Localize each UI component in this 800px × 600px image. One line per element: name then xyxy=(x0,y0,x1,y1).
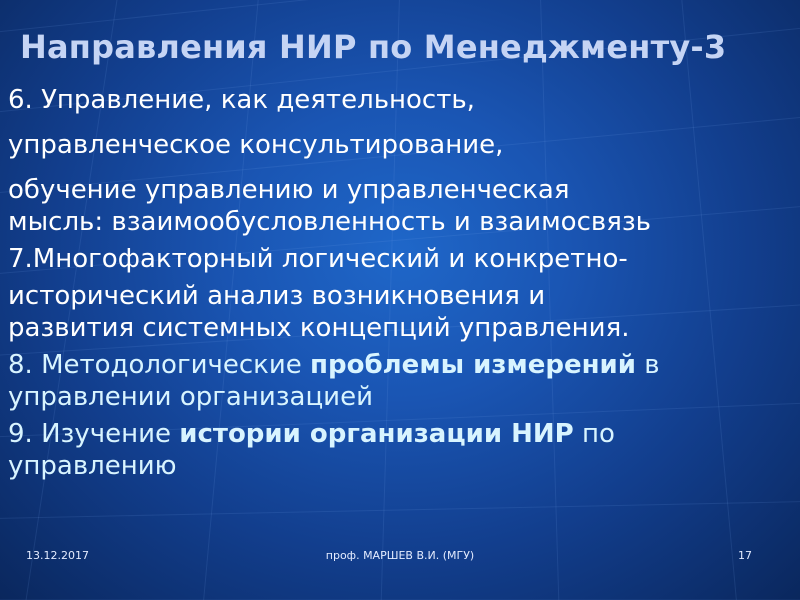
item-8-line-2: управлении организацией xyxy=(8,382,373,412)
item-9-bold-text: истории организации НИР xyxy=(179,419,574,449)
item-9-text: 9. Изучение xyxy=(8,419,180,449)
item-6-line-1: 6. Управление, как деятельность, xyxy=(8,85,475,115)
item-8-line-1 xyxy=(8,349,792,381)
footer-author: проф. МАРШЕВ В.И. (МГУ) xyxy=(325,549,475,562)
footer-date: 13.12.2017 xyxy=(26,549,89,562)
item-7-line-3: развития системных концепций управления. xyxy=(8,313,630,343)
item-8-text: 8. Методологические xyxy=(8,350,311,380)
item-6-line-2: управленческое консультирование, xyxy=(8,130,504,160)
item-9-tail-text: по xyxy=(573,419,615,449)
item-9-line-1 xyxy=(8,418,792,450)
footer-page-number: 17 xyxy=(738,549,752,562)
item-7-line-2: исторический анализ возникновения и xyxy=(8,281,546,311)
item-7-line-1: 7.Многофакторный логический и конкретно- xyxy=(8,244,628,274)
slide-title: Направления НИР по Менеджменту-3 xyxy=(20,28,727,66)
item-8-bold-text: проблемы измерений xyxy=(310,350,636,380)
slide-body xyxy=(8,84,792,482)
item-6-line-4: мысль: взаимообусловленность и взаимосвязь xyxy=(8,207,651,237)
item-9-line-2: управлению xyxy=(8,451,177,481)
item-8-tail-text: в xyxy=(636,350,660,380)
item-6-line-3: обучение управлению и управленческая xyxy=(8,175,570,205)
